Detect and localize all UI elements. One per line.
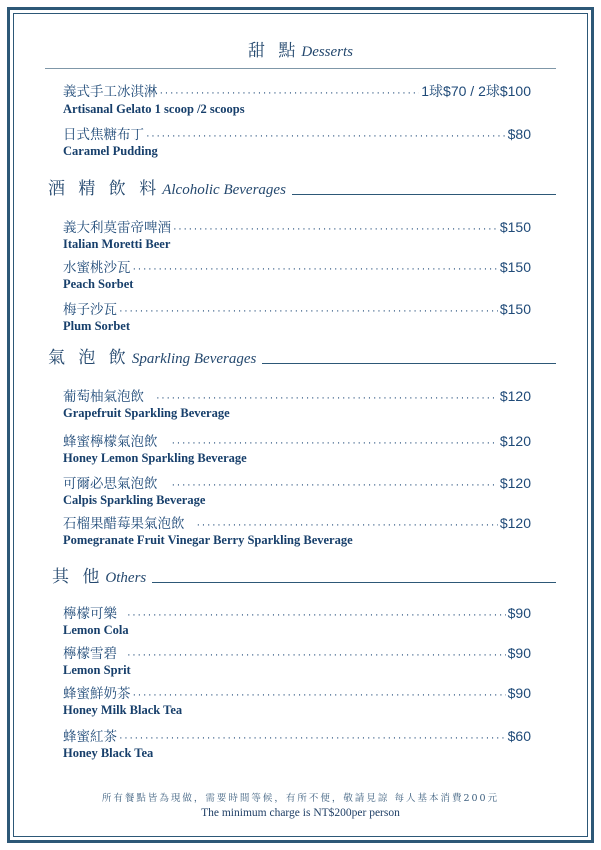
item-name-en: Lemon Cola (63, 623, 129, 637)
menu-item (63, 256, 531, 292)
section-title-cn: 甜 點 (247, 41, 300, 61)
divider (262, 363, 556, 364)
footer (20, 792, 581, 820)
item-price: 1球$70 / 2球$100 (421, 83, 531, 99)
item-name-cn: 義式手工冰淇淋 (63, 84, 158, 99)
item-name-cn: 義大利莫雷帝啤酒 (63, 220, 171, 235)
leader-dots (133, 689, 506, 701)
item-price: $150 (499, 259, 531, 275)
section-title-cn: 氣 泡 飲 (48, 348, 130, 368)
menu-item (63, 430, 531, 466)
item-name-cn: 檸檬雪碧 (63, 646, 117, 661)
item-name-en: Honey Black Tea (63, 746, 154, 760)
section-header-sparkling (48, 343, 556, 368)
item-name-en: Plum Sorbet (63, 319, 131, 333)
item-price: $80 (507, 126, 531, 142)
item-price: $120 (499, 433, 531, 449)
leader-dots (146, 130, 506, 142)
section-header-others (52, 562, 556, 587)
item-name-en: Honey Lemon Sparkling Beverage (63, 451, 247, 465)
section-title-en: Desserts (301, 44, 354, 60)
item-price: $90 (507, 645, 531, 661)
item-name-cn: 日式焦糖布丁 (63, 127, 144, 142)
section-title-en: Sparkling Beverages (131, 351, 257, 367)
section-header-alcoholic (48, 174, 556, 199)
item-name-cn: 石榴果醋莓果氣泡飲 (63, 516, 185, 531)
menu-item (63, 123, 531, 159)
item-price: $60 (507, 728, 531, 744)
divider (45, 68, 556, 69)
menu-item (63, 385, 531, 421)
item-name-en: Honey Milk Black Tea (63, 703, 183, 717)
item-name-en: Artisanal Gelato 1 scoop /2 scoops (63, 102, 245, 116)
item-price: $150 (499, 301, 531, 317)
section-title-cn: 酒 精 飲 料 (48, 179, 161, 199)
item-name-en: Lemon Sprit (63, 663, 131, 677)
leader-dots (127, 649, 506, 661)
leader-dots (119, 305, 498, 317)
item-price: $150 (499, 219, 531, 235)
leader-dots (160, 87, 420, 99)
item-name-cn: 可爾必思氣泡飲 (63, 476, 158, 491)
item-name-en: Peach Sorbet (63, 277, 134, 291)
item-name-cn: 梅子沙瓦 (63, 302, 117, 317)
item-name-cn: 水蜜桃沙瓦 (63, 260, 131, 275)
leader-dots (172, 479, 498, 491)
footer-note-en: The minimum charge is NT$200per person (201, 807, 400, 819)
item-price: $90 (507, 685, 531, 701)
menu-item (63, 298, 531, 334)
item-price: $120 (499, 475, 531, 491)
section-title-en: Alcoholic Beverages (162, 182, 286, 198)
leader-dots (119, 732, 506, 744)
menu-item (63, 472, 531, 508)
item-name-en: Pomegranate Fruit Vinegar Berry Sparkling Beverage (63, 533, 353, 547)
item-name-cn: 蜂蜜檸檬氣泡飲 (63, 434, 158, 449)
divider (152, 582, 556, 583)
item-name-cn: 葡萄柚氣泡飲 (63, 389, 144, 404)
leader-dots (156, 392, 498, 404)
item-price: $120 (499, 515, 531, 531)
leader-dots (127, 609, 506, 621)
section-header-desserts (0, 36, 601, 61)
item-name-en: Calpis Sparkling Beverage (63, 493, 206, 507)
menu-item (63, 216, 531, 252)
item-price: $120 (499, 388, 531, 404)
item-name-cn: 蜂蜜紅茶 (63, 729, 117, 744)
item-name-en: Grapefruit Sparkling Beverage (63, 406, 230, 420)
menu-item (63, 602, 531, 638)
section-title-en: Others (105, 570, 147, 586)
leader-dots (173, 223, 498, 235)
menu-item (63, 512, 531, 548)
menu-item (63, 682, 531, 718)
menu-item (63, 642, 531, 678)
leader-dots (133, 263, 498, 275)
menu-item (63, 725, 531, 761)
footer-note-cn: 所有餐點皆為現做，需要時間等候，有所不便，敬請見諒 每人基本消費200元 (101, 793, 500, 804)
item-name-cn: 檸檬可樂 (63, 606, 117, 621)
item-name-en: Italian Moretti Beer (63, 237, 171, 251)
section-title-cn: 其 他 (52, 567, 104, 587)
divider (292, 194, 556, 195)
item-price: $90 (507, 605, 531, 621)
item-name-en: Caramel Pudding (63, 144, 158, 158)
item-name-cn: 蜂蜜鮮奶茶 (63, 686, 131, 701)
leader-dots (197, 519, 498, 531)
leader-dots (172, 437, 498, 449)
menu-item (63, 80, 531, 117)
